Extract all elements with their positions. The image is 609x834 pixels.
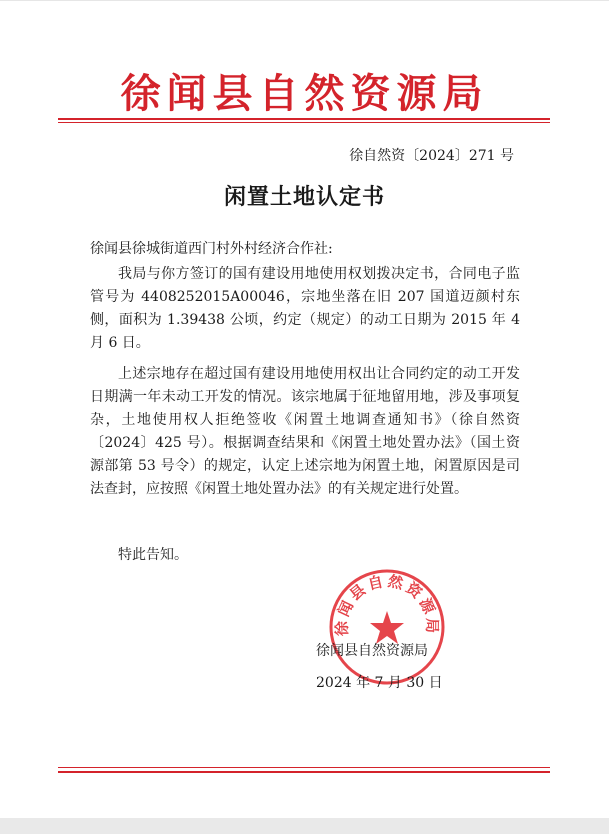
official-seal — [327, 567, 447, 687]
closing-paragraph: 特此告知。 — [118, 547, 188, 563]
page-bottom-band — [0, 818, 609, 834]
document-title: 闲置土地认定书 — [223, 184, 385, 210]
addressee: 徐闻县徐城街道西门村外村经济合作社: — [90, 241, 333, 257]
document-number: 徐自然资〔2024〕271 号 — [349, 148, 514, 164]
footer-rule-thin — [58, 767, 550, 768]
signature-date: 2024 年 7 月 30 日 — [316, 675, 443, 691]
letterhead-rule-thin — [58, 122, 550, 123]
body-paragraph-1: 我局与你方签订的国有建设用地使用权划拨决定书，合同电子监管号为 4408252015A00046，宗地坐落在旧 207 国道迈颜村东侧，面积为 1.39438 公顷，约定（规定）的动工日期为 2015 年 4 月 6 日。 — [90, 266, 520, 351]
footer-rule — [58, 771, 550, 773]
svg-text:徐闻县自然资源局: 徐闻县自然资源局 — [332, 571, 442, 637]
body-paragraph-2: 上述宗地存在超过国有建设用地使用权出让合同约定的动工开发日期满一年未动工开发的情况。该宗地属于征地留用地，涉及事项复杂，土地使用权人拒绝签收《闲置土地调查通知书》（徐自然资〔2024〕425 号）。根据调查结果和《闲置土地处置办法》（国土资源部第 53 号令）的规定，认定上述宗地为闲置土地，闲置原因是司法查封，应按照《闲置土地处置办法》的有关规定进行处置。 — [90, 366, 520, 497]
letterhead-title: 徐闻县自然资源局 — [120, 70, 489, 117]
letterhead-rule — [58, 118, 550, 120]
top-border — [0, 0, 609, 1]
signature-organization: 徐闻县自然资源局 — [316, 643, 428, 659]
